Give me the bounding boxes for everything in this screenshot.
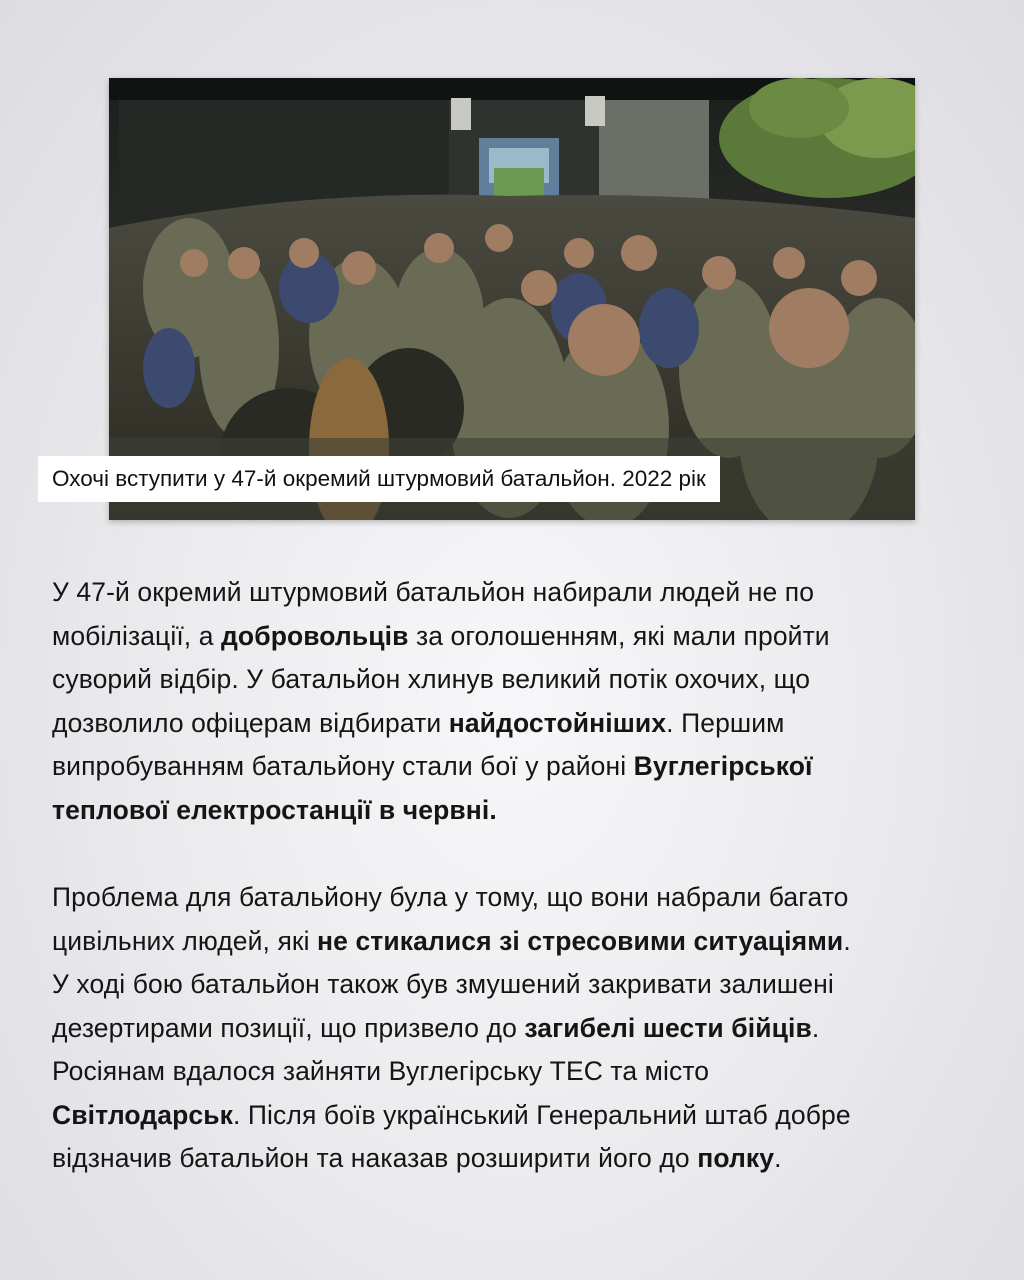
crowd-photo: [109, 78, 915, 520]
bold-text: не стикалися зі стресовими ситуаціями: [317, 925, 844, 956]
text-run: .: [843, 925, 851, 956]
bold-text: загибелі шести бійців: [524, 1012, 812, 1043]
text-line: [52, 1050, 992, 1094]
text-run: . Першим: [666, 707, 785, 738]
paragraph-2: [52, 876, 992, 1181]
text-run: дозволило офіцерам відбирати: [52, 707, 449, 738]
text-run: випробуванням батальйону стали бої у районі: [52, 751, 634, 781]
text-line: [52, 789, 992, 833]
text-line: [52, 571, 992, 615]
text-run: суворий відбір. У батальйон хлинув великий потік охочих, що: [52, 664, 811, 694]
text-run: за оголошенням, які мали пройти: [408, 620, 830, 651]
photo-caption: Охочі вступити у 47-й окремий штурмовий батальйон. 2022 рік: [38, 456, 720, 502]
text-run: .: [774, 1143, 782, 1173]
text-run: .: [811, 1012, 820, 1043]
paragraph-1: [52, 571, 992, 832]
text-line: [52, 963, 992, 1007]
text-line: [52, 702, 992, 746]
text-line: [52, 876, 992, 920]
bold-text: добровольців: [221, 620, 409, 651]
text-run: . Після боїв український Генеральний штаб добре: [232, 1099, 851, 1130]
text-run: Проблема для батальйону була у тому, що вони набрали багато: [52, 882, 849, 912]
text-line: [52, 1094, 992, 1138]
text-run: відзначив батальйон та наказав розширити його до: [52, 1143, 698, 1173]
text-run: У ході бою батальйон також був змушений закривати залишені: [52, 969, 834, 999]
text-run: мобілізації, а: [52, 620, 222, 651]
text-run: У 47-й окремий штурмовий батальйон набирали людей не по: [52, 577, 815, 607]
bold-text: теплової електростанції в червні.: [52, 794, 497, 825]
text-run: цивільних людей, які: [52, 925, 318, 956]
bold-text: Вуглегірської: [633, 751, 813, 781]
bold-text: найдостойніших: [448, 707, 667, 738]
text-line: [52, 658, 992, 702]
bold-text: Світлодарськ: [52, 1099, 233, 1130]
text-line: [52, 1137, 992, 1181]
bold-text: полку: [697, 1143, 775, 1173]
text-line: [52, 1007, 992, 1051]
text-line: [52, 615, 992, 659]
text-run: дезертирами позиції, що призвело до: [52, 1012, 525, 1043]
text-run: Росіянам вдалося зайняти Вуглегірську ТЕС та місто: [52, 1056, 710, 1086]
text-line: [52, 745, 992, 789]
text-line: [52, 920, 992, 964]
